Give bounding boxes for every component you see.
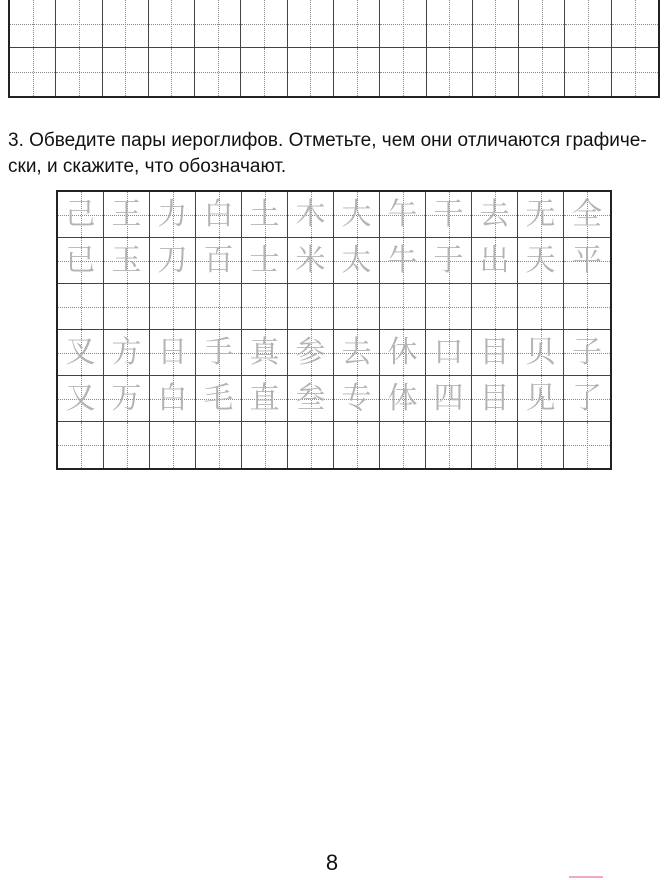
grid-cell <box>380 330 426 376</box>
grid-cell <box>104 422 150 468</box>
tracing-character: 专 <box>341 380 372 416</box>
grid-cell <box>334 376 380 422</box>
grid-cell <box>288 376 334 422</box>
tracing-character: 天 <box>525 242 556 278</box>
grid-cell <box>196 330 242 376</box>
grid-cell <box>426 192 472 238</box>
tracing-character: 贝 <box>525 334 556 370</box>
practice-cell <box>334 0 380 48</box>
grid-cell <box>518 284 564 330</box>
grid-cell <box>242 238 288 284</box>
tracing-character: 牛 <box>387 242 418 278</box>
grid-cell <box>518 376 564 422</box>
practice-cell <box>195 48 241 96</box>
practice-cell <box>288 48 334 96</box>
grid-cell <box>518 192 564 238</box>
tracing-character: 玉 <box>111 242 142 278</box>
grid-cell <box>334 284 380 330</box>
tracing-character: 子 <box>572 334 602 370</box>
grid-cell <box>380 192 426 238</box>
grid-cell <box>564 330 610 376</box>
grid-cell <box>380 238 426 284</box>
character-tracing-grid <box>56 190 612 470</box>
tracing-character: 米 <box>295 242 326 278</box>
grid-cell <box>150 284 196 330</box>
grid-cell <box>334 422 380 468</box>
grid-cell <box>150 330 196 376</box>
grid-cell <box>288 238 334 284</box>
tracing-character: 午 <box>387 196 418 232</box>
grid-cell <box>564 192 610 238</box>
grid-cell <box>150 192 196 238</box>
grid-cell <box>426 422 472 468</box>
tracing-character: 毛 <box>203 380 234 416</box>
tracing-character: 目 <box>479 380 510 416</box>
tracing-character: 直 <box>249 380 280 416</box>
grid-cell <box>150 238 196 284</box>
grid-cell <box>288 330 334 376</box>
tracing-character: 于 <box>433 242 464 278</box>
grid-cell <box>288 422 334 468</box>
tracing-character: 刀 <box>157 242 188 278</box>
tracing-character: 王 <box>111 196 142 232</box>
grid-cell <box>104 376 150 422</box>
tracing-character: 太 <box>341 242 372 278</box>
practice-cell <box>565 0 611 48</box>
grid-cell <box>472 192 518 238</box>
grid-cell <box>58 376 104 422</box>
grid-cell <box>242 376 288 422</box>
tracing-character: 了 <box>572 380 602 416</box>
tracing-character: 土 <box>249 196 280 232</box>
grid-cell <box>58 284 104 330</box>
grid-cell <box>196 192 242 238</box>
tracing-character: 日 <box>157 334 188 370</box>
tracing-character: 全 <box>572 196 602 232</box>
grid-cell <box>472 422 518 468</box>
practice-cell <box>10 0 56 48</box>
grid-cell <box>518 330 564 376</box>
grid-cell <box>564 376 610 422</box>
tracing-character: 已 <box>65 242 96 278</box>
tracing-character: 四 <box>433 380 464 416</box>
practice-cell <box>10 48 56 96</box>
practice-cell <box>241 0 287 48</box>
tracing-character: 见 <box>525 380 556 416</box>
grid-cell <box>196 284 242 330</box>
grid-cell <box>564 422 610 468</box>
practice-cell <box>195 0 241 48</box>
grid-cell <box>58 238 104 284</box>
tracing-character: 白 <box>157 380 188 416</box>
tracing-character: 大 <box>341 196 372 232</box>
grid-cell <box>242 284 288 330</box>
grid-cell <box>334 330 380 376</box>
practice-cell <box>427 0 473 48</box>
grid-cell <box>288 284 334 330</box>
practice-cell <box>241 48 287 96</box>
tracing-character: 万 <box>111 380 142 416</box>
grid-cell <box>242 422 288 468</box>
practice-cell <box>334 48 380 96</box>
grid-cell <box>150 376 196 422</box>
grid-cell <box>150 422 196 468</box>
grid-cell <box>58 422 104 468</box>
tracing-character: 百 <box>203 242 234 278</box>
practice-cell <box>519 0 565 48</box>
tracing-character: 去 <box>479 196 510 232</box>
grid-cell <box>380 422 426 468</box>
task-instruction <box>8 128 660 180</box>
practice-cell <box>380 48 426 96</box>
grid-cell <box>564 238 610 284</box>
practice-cell <box>56 48 102 96</box>
pink-marker <box>569 876 603 878</box>
tracing-character: 真 <box>249 334 280 370</box>
grid-cell <box>472 330 518 376</box>
grid-cell <box>334 192 380 238</box>
grid-cell <box>104 238 150 284</box>
grid-cell <box>334 238 380 284</box>
grid-cell <box>426 238 472 284</box>
tracing-character: 士 <box>249 242 280 278</box>
grid-cell <box>104 284 150 330</box>
page-number: 8 <box>325 850 339 875</box>
grid-cell <box>472 284 518 330</box>
practice-cell <box>288 0 334 48</box>
tracing-character: 木 <box>295 196 326 232</box>
tracing-character: 叁 <box>295 380 326 416</box>
tracing-character: 体 <box>387 380 418 416</box>
top-practice-grid <box>8 0 660 98</box>
grid-cell <box>242 330 288 376</box>
tracing-character: 力 <box>157 196 188 232</box>
grid-cell <box>242 192 288 238</box>
grid-cell <box>426 376 472 422</box>
grid-cell <box>472 376 518 422</box>
practice-cell <box>149 0 195 48</box>
tracing-character: 又 <box>65 380 96 416</box>
grid-cell <box>426 284 472 330</box>
grid-cell <box>472 238 518 284</box>
grid-cell <box>380 376 426 422</box>
practice-cell <box>103 0 149 48</box>
grid-cell <box>518 238 564 284</box>
practice-cell <box>612 0 658 48</box>
practice-cell <box>473 48 519 96</box>
tracing-character: 己 <box>65 196 96 232</box>
practice-cell <box>427 48 473 96</box>
grid-cell <box>104 192 150 238</box>
tracing-character: 叉 <box>65 334 96 370</box>
practice-cell <box>519 48 565 96</box>
practice-cell <box>380 0 426 48</box>
tracing-character: 白 <box>203 196 234 232</box>
grid-cell <box>58 330 104 376</box>
practice-cell <box>103 48 149 96</box>
grid-cell <box>518 422 564 468</box>
grid-cell <box>564 284 610 330</box>
tracing-character: 休 <box>387 334 418 370</box>
task-line-2: ски, и скажите, что обозначают. <box>8 156 287 177</box>
tracing-character: 手 <box>203 334 234 370</box>
tracing-character: 参 <box>295 334 326 370</box>
task-line-1: 3. Обведите пары иероглифов. Отметьте, чем они отличаются графиче- <box>8 130 647 151</box>
grid-cell <box>196 238 242 284</box>
tracing-character: 口 <box>433 334 464 370</box>
tracing-character: 无 <box>525 196 556 232</box>
grid-cell <box>288 192 334 238</box>
practice-cell <box>565 48 611 96</box>
tracing-character: 平 <box>572 242 602 278</box>
tracing-character: 目 <box>479 334 510 370</box>
practice-cell <box>473 0 519 48</box>
grid-cell <box>104 330 150 376</box>
practice-cell <box>149 48 195 96</box>
grid-cell <box>58 192 104 238</box>
grid-cell <box>426 330 472 376</box>
tracing-character: 去 <box>341 334 372 370</box>
tracing-character: 方 <box>111 334 142 370</box>
grid-cell <box>380 284 426 330</box>
tracing-character: 出 <box>479 242 510 278</box>
practice-cell <box>612 48 658 96</box>
grid-cell <box>196 422 242 468</box>
practice-cell <box>56 0 102 48</box>
grid-cell <box>196 376 242 422</box>
tracing-character: 干 <box>433 196 464 232</box>
